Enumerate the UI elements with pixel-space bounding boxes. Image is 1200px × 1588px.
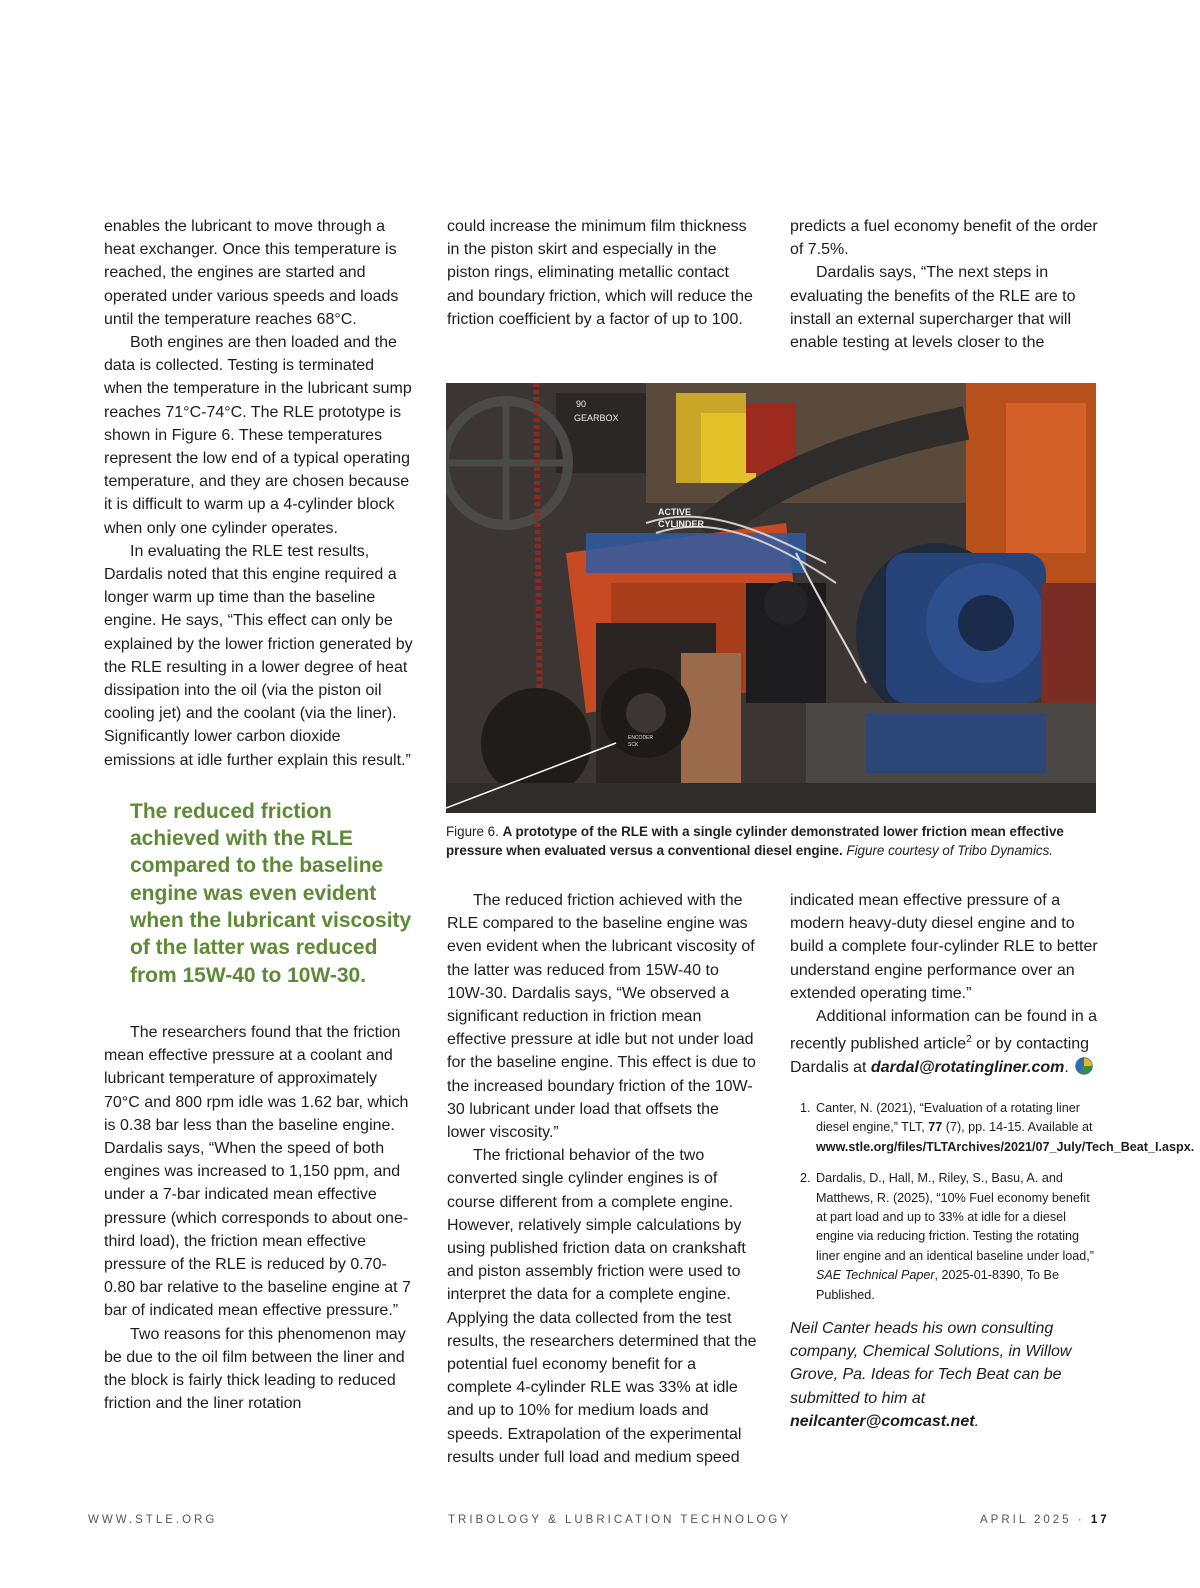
body-paragraph xyxy=(790,1005,1102,1079)
author-bio xyxy=(790,1317,1102,1433)
footer-date: APRIL 2025 xyxy=(980,1514,1072,1526)
body-paragraph: The frictional behavior of the two converted single cylinder engines is of course different from a complete engine. However, relatively simple calculations by using published friction data on crankshaft and piston assembly friction were used to interpret the data for a complete engine. Applying the data collected from the test results, the researchers determined that the potential fuel economy benefit for a complete 4-cylinder RLE was 33% at idle and up to 10% for medium loads and speeds. Extrapolation of the experimental results under full load and medium speed xyxy=(447,1147,757,1466)
figure-caption xyxy=(446,822,1102,860)
body-paragraph: could increase the minimum film thickness in the piston skirt and especially in the piston rings, eliminating metallic contact and boundary friction, which will reduce the friction coefficient by a factor of up to 100. xyxy=(447,218,753,328)
para-text: Additional information can be found in a recently published article xyxy=(790,1008,1098,1053)
footer-website[interactable]: WWW.STLE.ORG xyxy=(88,1514,218,1526)
reference-text: Canter, N. (2021), “Evaluation of a rotating liner diesel engine,” TLT, xyxy=(816,1100,1080,1135)
body-paragraph: Both engines are then loaded and the data is collected. Testing is terminated when the temperature in the lubricant sump reaches 71°C-74°C. The RLE prototype is shown in Figure 6. These temperatures represent the low end of a typical operating temperature, and they are chosen because it is difficult to warm up a 4-cylinder block when only one cylinder operates. xyxy=(104,334,412,537)
reference-item xyxy=(790,1169,1102,1305)
caption-bold: A prototype of the RLE with a single cylinder demonstrated lower friction mean effective pressure when evaluated versus a conventional diesel engine. xyxy=(446,824,1064,858)
engine-photo xyxy=(446,383,1096,813)
footer-separator: · xyxy=(1077,1514,1085,1526)
bio-text: . xyxy=(974,1412,980,1430)
column-3-top xyxy=(790,215,1100,354)
body-paragraph: enables the lubricant to move through a heat exchanger. Once this temperature is reached, the engines are started and operated under various speeds and loads until the temperature reaches 68°C. xyxy=(104,218,399,328)
label-cylinder: CYLINDER xyxy=(658,519,705,529)
footer-date-page xyxy=(980,1514,1110,1526)
reference-number: 2. xyxy=(800,1171,811,1186)
page-number: 17 xyxy=(1090,1514,1110,1526)
reference-volume: 77 xyxy=(928,1120,943,1135)
label-active: ACTIVE xyxy=(658,507,692,517)
body-paragraph: predicts a fuel economy benefit of the order of 7.5%. xyxy=(790,218,1098,259)
label-encoder-sub: SCK xyxy=(628,742,639,748)
reference-number: 1. xyxy=(800,1100,811,1115)
reference-journal: SAE Technical Paper xyxy=(816,1268,935,1283)
body-paragraph: In evaluating the RLE test results, Dardalis noted that this engine required a longer warm up time than the baseline engine. He says, “This effect can only be explained by the lower friction generated by the RLE resulting in a lower degree of heat dissipation into the oil (via the piston oil cooling jet) and the coolant (via the liner). Significantly lower carbon dioxide emissions at idle further explain this result.” xyxy=(104,542,413,769)
para-text: or by contacting Dardalis at xyxy=(790,1035,1090,1076)
body-paragraph: The reduced friction achieved with the RLE compared to the baseline engine was even evident when the lubricant viscosity of the latter was reduced from 15W-40 to 10W-30. Dardalis says, “We observed a significant reduction in friction mean effective pressure at idle but not under load for the baseline engine. This effect is due to the increased boundary friction of the 10W-30 lubricant under load that offsets the lower viscosity.” xyxy=(447,892,756,1142)
label-gearbox: GEARBOX xyxy=(574,413,619,423)
reference-text: Dardalis, D., Hall, M., Riley, S., Basu, A. and Matthews, R. (2025), “10% Fuel economy benefit at part load and up to 33% at idle for a diesel engine via reducing friction. Testing the rotating liner engine and an identical baseline under load,” xyxy=(816,1171,1094,1263)
label-gearbox-number: 90 xyxy=(576,399,587,409)
references-list xyxy=(790,1099,1195,1305)
reference-text: (7), pp. 14-15. Available at xyxy=(942,1120,1093,1135)
footnote-ref: 2 xyxy=(966,1034,972,1046)
footer-publication: TRIBOLOGY & LUBRICATION TECHNOLOGY xyxy=(448,1514,791,1526)
column-3-bottom xyxy=(790,889,1195,1433)
column-2-bottom xyxy=(447,889,759,1469)
pull-quote: The reduced friction achieved with the RLE compared to the baseline engine was even evident when the lubricant viscosity of the latter was reduced from 15W-40 to 10W-30. xyxy=(130,799,412,987)
body-paragraph: Dardalis says, “The next steps in evaluating the benefits of the RLE are to install an external supercharger that will enable testing at levels closer to the xyxy=(790,264,1076,352)
reference-url[interactable]: www.stle.org/files/TLTArchives/2021/07_July/Tech_Beat_I.aspx. xyxy=(816,1139,1195,1154)
caption-prefix: Figure 6. xyxy=(446,824,499,839)
caption-credit: Figure courtesy of Tribo Dynamics. xyxy=(846,843,1054,858)
column-2-top xyxy=(447,215,757,331)
body-paragraph: The researchers found that the friction mean effective pressure at a coolant and lubricant temperature of approximately 70°C and 800 rpm idle was 1.62 bar, which is 0.38 bar less than the baseline engine. Dardalis says, “When the speed of both engines was increased to 1,150 ppm, and under a 7-bar indicated mean effective pressure (which corresponds to about one-third load), the friction mean effective pressure of the RLE is reduced by 0.70-0.80 bar relative to the baseline engine at 7 bar of indicated mean effective pressure.” xyxy=(104,1023,411,1320)
email-link-dardalis[interactable]: dardal@rotatingliner.com xyxy=(870,1058,1065,1076)
bio-text: Neil Canter heads his own consulting company, Chemical Solutions, in Willow Grove, Pa. Ideas for Tech Beat can be submitted to him at xyxy=(790,1320,1072,1407)
reference-text: , 2025-01-8390, To Be Published. xyxy=(816,1268,1059,1302)
column-1 xyxy=(104,215,416,1415)
label-encoder: ENCODER xyxy=(628,735,654,741)
body-paragraph: Two reasons for this phenomenon may be due to the oil film between the liner and the block is fairly thick leading to reduced friction and the liner rotation xyxy=(104,1325,406,1413)
email-link-canter[interactable]: neilcanter@comcast.net xyxy=(790,1412,975,1430)
stle-end-logo-icon xyxy=(1075,1057,1093,1075)
figure-6-photo xyxy=(446,383,1096,813)
body-paragraph: indicated mean effective pressure of a modern heavy-duty diesel engine and to build a complete four-cylinder RLE to better understand engine performance over an extended operating time.” xyxy=(790,892,1098,1002)
para-text: . xyxy=(1064,1058,1069,1076)
reference-item xyxy=(790,1099,1195,1157)
